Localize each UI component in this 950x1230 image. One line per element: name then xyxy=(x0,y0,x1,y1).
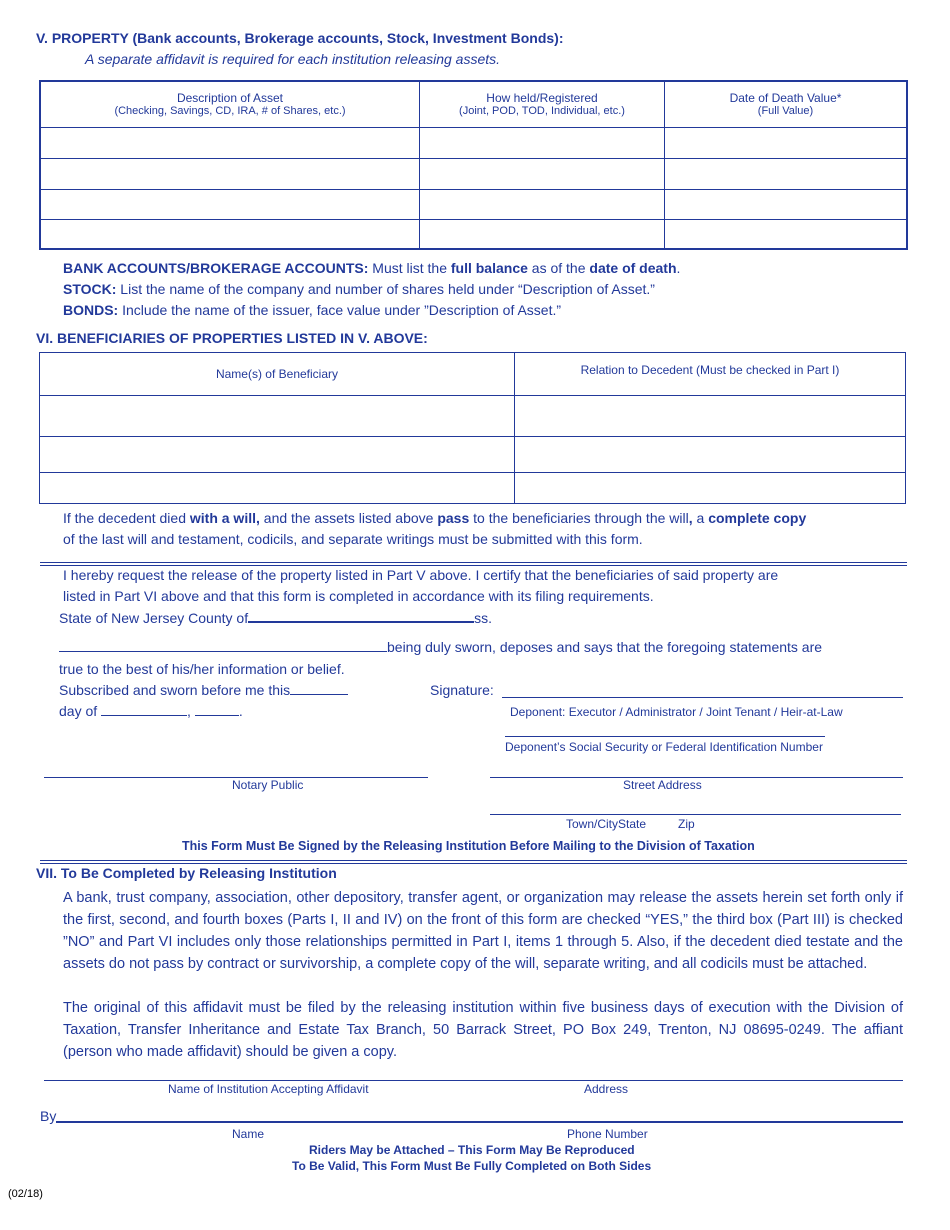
beneficiary-table xyxy=(39,352,906,504)
table-row xyxy=(40,396,906,437)
bold: pass xyxy=(437,510,470,526)
sworn-text: being duly sworn, deposes and says that the foregoing statements are xyxy=(387,639,823,655)
table-row xyxy=(40,189,907,219)
table-header-row xyxy=(40,353,906,396)
col-beneficiary: Name(s) of Beneficiary xyxy=(40,353,515,396)
county-label: State of New Jersey County of xyxy=(59,610,249,626)
by-label: By xyxy=(40,1108,57,1124)
must-sign-note: This Form Must Be Signed by the Releasing Institution Before Mailing to the Division of Taxation xyxy=(182,839,755,853)
note-text: Must list the xyxy=(368,260,451,276)
col-description xyxy=(40,81,420,127)
col-title: How held/Registered xyxy=(486,91,598,106)
cell[interactable] xyxy=(420,158,665,189)
cell[interactable] xyxy=(40,219,420,249)
cell[interactable] xyxy=(40,189,420,219)
cell[interactable] xyxy=(665,158,908,189)
will-note-line1 xyxy=(63,510,806,526)
street-label: Street Address xyxy=(623,778,702,792)
section-v-subtitle: A separate affidavit is required for each institution releasing assets. xyxy=(85,51,501,67)
cell[interactable] xyxy=(40,473,515,504)
divider xyxy=(40,562,907,566)
town-field[interactable] xyxy=(490,814,901,815)
cell[interactable] xyxy=(515,437,906,473)
col-sub: (Checking, Savings, CD, IRA, # of Shares, etc.) xyxy=(114,105,346,118)
bold: with a will, xyxy=(189,510,260,526)
town-label: Town/CityState xyxy=(566,817,647,831)
note-label: BONDS: xyxy=(63,302,119,318)
day-field[interactable] xyxy=(290,682,348,695)
form-revision: (02/18) xyxy=(8,1188,43,1200)
cell[interactable] xyxy=(665,219,908,249)
ssn-label: Deponent’s Social Security or Federal Identification Number xyxy=(505,740,823,754)
day-of-line: day of , . xyxy=(59,703,243,719)
table-header-row xyxy=(40,81,907,127)
cell[interactable] xyxy=(420,219,665,249)
ss-text: ss. xyxy=(474,610,492,626)
section-vii-heading: VII. To Be Completed by Releasing Institution xyxy=(36,865,337,881)
cell[interactable] xyxy=(40,158,420,189)
county-field[interactable] xyxy=(248,609,474,623)
note-text: Include the name of the issuer, face value under ”Description of Asset.” xyxy=(118,302,562,318)
request-line2: listed in Part VI above and that this form is completed in accordance with its filing requirements. xyxy=(63,588,654,604)
riders-note: Riders May be Attached – This Form May Be Reproduced xyxy=(309,1143,635,1157)
note-bank xyxy=(63,260,680,276)
valid-note: To Be Valid, This Form Must Be Fully Completed on Both Sides xyxy=(292,1159,652,1173)
subscribed-text: Subscribed and sworn before me this xyxy=(59,682,291,698)
note-label: BANK ACCOUNTS/BROKERAGE ACCOUNTS: xyxy=(63,260,369,276)
by-field[interactable] xyxy=(56,1121,903,1123)
sworn-line xyxy=(59,639,822,655)
cell[interactable] xyxy=(420,127,665,158)
county-line xyxy=(59,609,492,626)
month-field[interactable] xyxy=(101,703,187,716)
text: and the assets listed above xyxy=(259,510,438,526)
table-row xyxy=(40,473,906,504)
note-text: List the name of the company and number of shares held under “Description of Asset.” xyxy=(116,281,655,297)
signature-label: Signature: xyxy=(430,682,494,698)
day-of-text: day of xyxy=(59,703,98,719)
note-label: STOCK: xyxy=(63,281,117,297)
cell[interactable] xyxy=(515,396,906,437)
belief-text: true to the best of his/her information or belief. xyxy=(59,661,345,677)
text: If the decedent died xyxy=(63,510,190,526)
note-bonds xyxy=(63,302,561,318)
cell[interactable] xyxy=(40,396,515,437)
zip-label: Zip xyxy=(678,817,695,831)
cell[interactable] xyxy=(665,127,908,158)
institution-label: Name of Institution Accepting Affidavit xyxy=(168,1082,369,1096)
property-table xyxy=(39,80,908,250)
table-row xyxy=(40,158,907,189)
deponent-name-field[interactable] xyxy=(59,639,387,652)
table-row xyxy=(40,127,907,158)
signature-field[interactable] xyxy=(502,697,903,698)
table-row xyxy=(40,219,907,249)
cell[interactable] xyxy=(665,189,908,219)
divider xyxy=(40,860,907,864)
bold: , xyxy=(688,510,697,526)
phone-label: Phone Number xyxy=(567,1127,648,1141)
note-text: . xyxy=(676,260,681,276)
col-title: Description of Asset xyxy=(176,91,284,106)
subscribed-line xyxy=(59,682,348,698)
request-line1: I hereby request the release of the property listed in Part V above. I certify that the beneficiaries of said property are xyxy=(63,567,779,583)
col-how-held xyxy=(420,81,665,127)
cell[interactable] xyxy=(40,437,515,473)
text: a xyxy=(696,510,709,526)
address-label: Address xyxy=(584,1082,629,1096)
ssn-field[interactable] xyxy=(505,736,825,737)
note-bold: date of death xyxy=(589,260,677,276)
cell[interactable] xyxy=(420,189,665,219)
name-label: Name xyxy=(232,1127,265,1141)
section-vi-heading: VI. BENEFICIARIES OF PROPERTIES LISTED IN V. ABOVE: xyxy=(36,330,428,346)
notary-label: Notary Public xyxy=(232,778,304,792)
note-text: as of the xyxy=(527,260,590,276)
col-value xyxy=(665,81,908,127)
will-note-line2: of the last will and testament, codicils, and separate writings must be submitted with this form. xyxy=(63,531,643,547)
cell[interactable] xyxy=(40,127,420,158)
release-conditions: A bank, trust company, association, other depository, transfer agent, or organization may release the assets herein set forth only if the first, second, and fourth boxes (Parts I, II and IV) on the front of this form are checked “YES,” the third box (Part III) is checked ”NO” and Part VI includes only those relationships permitted in Part I, items 1 through 5. Also, if the decedent died testate and the assets do not pass by contract or survivorship, a complete copy of the will, separate writing, and all codicils must be attached. xyxy=(63,890,903,972)
deponent-label: Deponent: Executor / Administrator / Joint Tenant / Heir-at-Law xyxy=(510,705,843,719)
col-title: Date of Death Value* xyxy=(729,91,842,106)
institution-field[interactable] xyxy=(44,1080,903,1081)
cell[interactable] xyxy=(515,473,906,504)
col-sub: (Full Value) xyxy=(757,105,814,118)
table-row xyxy=(40,437,906,473)
col-sub: (Joint, POD, TOD, Individual, etc.) xyxy=(459,105,625,118)
note-stock xyxy=(63,281,655,297)
section-v-heading: V. PROPERTY (Bank accounts, Brokerage accounts, Stock, Investment Bonds): xyxy=(36,30,564,46)
col-relation: Relation to Decedent (Must be checked in Part I) xyxy=(515,353,906,396)
year-field[interactable] xyxy=(195,703,239,716)
note-bold: full balance xyxy=(450,260,528,276)
filing-instructions: The original of this affidavit must be filed by the releasing institution within five business days of execution with the Division of Taxation, Transfer Inheritance and Estate Tax Branch, 50 Barrack Street, PO Box 249, Trenton, NJ 08695-0249. The affiant (person who made affidavit) should be given a copy. xyxy=(63,1000,903,1060)
bold: complete copy xyxy=(708,510,807,526)
text: to the beneficiaries through the will xyxy=(469,510,689,526)
